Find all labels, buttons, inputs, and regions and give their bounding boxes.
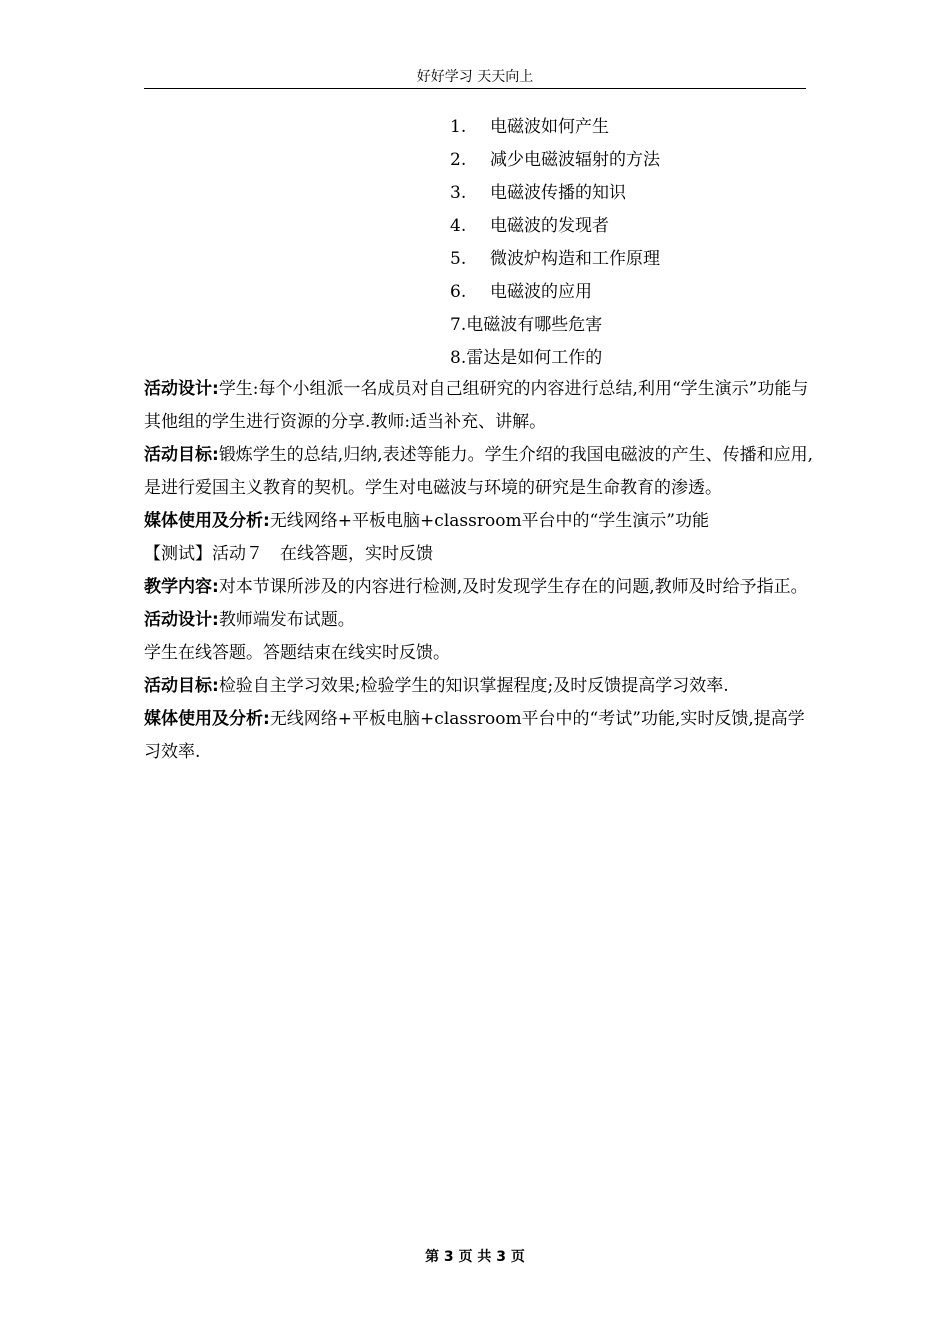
page-header: 好好学习 天天向上	[144, 66, 806, 89]
list-item-text: 电磁波的应用	[490, 282, 592, 302]
list-item	[450, 276, 660, 309]
media-analysis-label: 媒体使用及分析:	[144, 511, 270, 531]
document-body	[144, 373, 814, 769]
list-item-text: 电磁波如何产生	[490, 117, 609, 137]
list-item-text: 电磁波有哪些危害	[466, 315, 603, 335]
list-item-text: 减少电磁波辐射的方法	[490, 150, 660, 170]
list-item	[450, 243, 660, 276]
list-item-number: 7.	[450, 315, 467, 335]
list-item-text: 电磁波传播的知识	[490, 183, 626, 203]
media-analysis-paragraph	[144, 703, 814, 769]
activity-design-text: 教师端发布试题。	[218, 610, 355, 630]
topic-list	[450, 111, 660, 375]
list-item-number: 4.	[450, 216, 467, 236]
list-item-number: 5.	[450, 249, 467, 269]
page-footer: 第 3 页 共 3 页	[425, 1249, 525, 1265]
media-analysis-label: 媒体使用及分析:	[144, 709, 270, 729]
list-item-text: 电磁波的发现者	[490, 216, 609, 236]
activity-goal-text: 检验自主学习效果;检验学生的知识掌握程度;及时反馈提高学习效率.	[218, 676, 729, 696]
media-analysis-paragraph	[144, 505, 814, 538]
list-item-number: 2.	[450, 150, 467, 170]
list-item	[450, 177, 660, 210]
teaching-content-text: 对本节课所涉及的内容进行检测,及时发现学生存在的问题,教师及时给予指正。	[218, 577, 808, 597]
activity-design-label: 活动设计:	[144, 610, 219, 630]
list-item-number: 8.	[450, 348, 467, 368]
activity-design-text: 学生:每个小组派一名成员对自己组研究的内容进行总结,利用“学生演示”功能与其他组的学生进行资源的分享.教师:适当补充、讲解。	[144, 379, 809, 432]
media-analysis-text: 无线网络+平板电脑+classroom平台中的“学生演示”功能	[269, 511, 709, 531]
activity-design-paragraph	[144, 604, 814, 637]
list-item	[450, 210, 660, 243]
activity-design-label: 活动设计:	[144, 379, 219, 399]
list-item-text: 微波炉构造和工作原理	[490, 249, 660, 269]
list-item	[450, 111, 660, 144]
section-heading: 【测试】活动７ 在线答题，实时反馈	[144, 544, 433, 564]
teaching-content-paragraph	[144, 571, 814, 604]
list-item-number: 3.	[450, 183, 467, 203]
activity-goal-label: 活动目标:	[144, 676, 219, 696]
activity-design-continuation: 学生在线答题。答题结束在线实时反馈。	[144, 643, 450, 663]
teaching-content-label: 教学内容:	[144, 577, 219, 597]
activity-design-paragraph	[144, 373, 814, 439]
list-item	[450, 342, 660, 375]
activity-goal-paragraph	[144, 670, 814, 703]
activity-goal-paragraph	[144, 439, 814, 505]
list-item-number: 6.	[450, 282, 467, 302]
activity-goal-label: 活动目标:	[144, 445, 219, 465]
activity-goal-text: 锻炼学生的总结,归纳,表述等能力。学生介绍的我国电磁波的产生、传播和应用,是进行爱国主义教育的契机。学生对电磁波与环境的研究是生命教育的渗透。	[144, 445, 814, 498]
media-analysis-text: 无线网络+平板电脑+classroom平台中的“考试”功能,实时反馈,提高学习效率.	[144, 709, 805, 762]
list-item-number: 1.	[450, 117, 467, 137]
list-item	[450, 309, 660, 342]
list-item	[450, 144, 660, 177]
list-item-text: 雷达是如何工作的	[466, 348, 603, 368]
